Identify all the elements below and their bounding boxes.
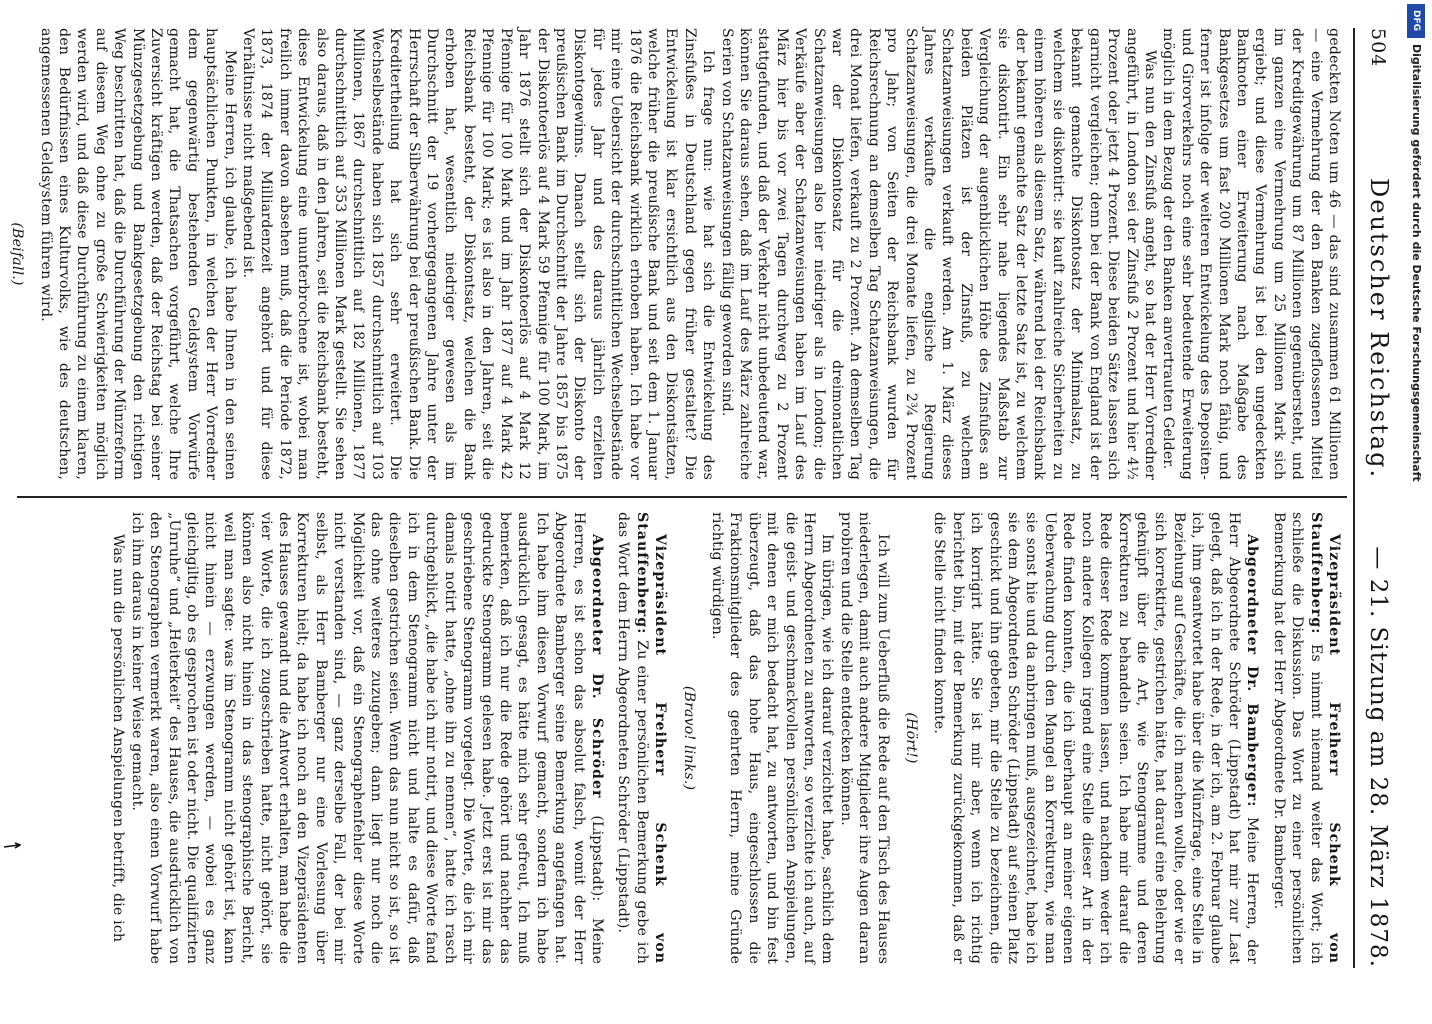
speaker-name: Vizepräsident Freiherr Schenk von Stauffenberg: [633,512,669,964]
page-number: 504 [1367,28,1389,68]
header-rule [1353,28,1355,968]
page-title: Deutscher Reichstag. [1365,178,1393,480]
interjection: (Bravo! links.) [680,685,697,791]
paragraph: Was nun den Zinsfuß angeht, so hat der Herr Vorredner angeführt, in London sei der Zinsfuß 2 Prozent und hier 4½ Prozent oder jetzt 4 Prozent. Diese beiden Sätze lassen sich garnicht vergleichen; denn bei der Bank von England ist der bekannt gemachte Diskontosatz der Minimalsatz, zu welchem sie diskontirt: sie kauft zahlreiche Sicherheiten zu einem höheren als diesem Satz, während bei der Reichsbank der bekannt gemachte Satz der letzte Satz ist, zu welchem sie diskontirt. Ein sehr nahe liegendes Maßstab zur Vergleichung der augenblicklichen Höhe des Zinsfußes an beiden Plätzen ist der Zinsfuß, zu welchem Schatzanweisungen verkauft werden. Am 1. März dieses Jahres verkaufte die englische Regierung Schatzanweisungen, die drei Monate liefen, zu 2¾ Prozent pro Jahr; von Seiten der Reichsbank wurden für Reichsrechnung an demselben Tag Schatzanweisungen, die drei Monat liefen, verkauft zu 2 Prozent. An demselben Tag war der Diskontosatz für die dreimonatlichen Schatzanweisungen also hier niedriger als in London; die Verkäufe aber der Schatzanweisungen haben im Lauf des März hier bis vor zwei Tagen durchweg zu 2 Prozent stattgefunden, und daß der Verkehr nicht unbedeutend war, können Sie daraus sehen, daß im Lauf des März zahlreiche Serien von Schatzanweisungen fällig geworden sind. [718,28,1158,480]
rotated-page [5,28,1395,968]
right-column [109,512,1343,964]
interjection: (Beifall.) [9,222,26,286]
column-divider [17,496,1347,498]
speech-text: Meine Herren, der Herr Abgeordnete Schröder (Lippstadt) hat mir zur Last gelegt, daß ich in der Rede, in der ich, am 2. Februar glaube ich, ihm geantwortet habe über die Münzfrage, eine Stelle in Beziehung auf Geschäfte, die ich machen wollte, oder wie er sich korrektirte, gestrichen hätte, hat darauf eine Belehrung geknüpft über die Art, wie Stenogramme und deren Korrekturen zu behandeln seien. Ich habe mir darauf die Rede dieser Rede kommen lassen, und nachdem weder ich noch andere Kollegen irgend eine Stelle dieser Art in der Rede finden konnten, die ich überhaupt an meiner eigenen Ueberwachung durch den Mangel an Korrekturen, wie man sie sonst hie und da anbringen muß, ausgezeichnet, habe ich sie dem Abgeordneten Schröder (Lippstadt) auf seinen Platz geschickt und ihn gebeten, mir die Stelle zu bezeichnen, die ich korrigirt hätte. Sie ist mir aber, wenn ich richtig berichtet bin, mit der Bemerkung zurückgekommen, daß er die Stelle nicht finden konnte. [931,512,1261,965]
digitization-notice [1405,0,1427,1000]
paragraph: gedeckten Noten um 46 — das sind zusammen 61 Millionen — eine Vermehrung der den Banken zugeflossenen Mittel der Kreditgewährung um 87 Millionen gegenübersteht, und im ganzen eine Vermehrung um 25 Millionen Mark sich ergiebt; und diese Vermehrung ist bei den ungedeckten Banknoten einer Erweiterung nach Maßgabe des Bankgesetzes um fast 200 Millionen Mark noch fähig, und ferner ist infolge der weiteren Entwickelung des Depositen- und Girorverkehrs noch eine sehr bedeutende Erweiterung möglich in dem Bezug der den Banken anvertrauten Gelder. [1160,28,1342,480]
speech-text: (Lippstadt): Meine Herren, es ist schon das absolut falsch, womit der Herr Abgeordnete Bamberger seine Bemerkung angefangen hat. Ich habe ihm diesen Vorwurf gemacht, sondern ich habe ausdrücklich gesagt, es hätte mich sehr gefreut, Ich muß bemerken, daß ich nur die Rede gehört und nachher das gedruckte Stenogramm gelesen habe. Jetzt erst ist mir das geschriebene Stenogramm vorgelegt. Die Worte, die ich mir damals notirt hatte, „ohne ihn zu nennen“, hatte ich rasch durchgeblickt, „die habe ich mir notirt, und diese Worte fand ich in dem Stenogramm nicht und halte es dafür, daß dieselben gestrichen seien. Wenn das nun nicht so ist, so ist das ohne weiteres zuzugeben; dann liegt nur noch die Möglichkeit vor, daß ein Stenographenfehler diese Worte nicht verstanden sind, — ganz derselbe Fall, der bei mir selbst, als Herr Bamberger nur eine Vorlesung über Korrekturen hielt; da habe ich noch an den Vizepräsidenten des Hauses gewandt und die Antwort erhalten, man habe die vier Worte, die ich zugeschrieben hatte, nicht gehört, sie können also nicht hinein in das stenographische Bericht, weil man sagte: was im Stenogramm nicht gehört ist, kann nicht hinein — erzwungen werden, — wobei es ganz gleichgiltig, ob es gesprochen ist oder nicht. Die qualifizirten „Unruhe“ und „Heiterkeit“ des Hauses, die ausdrücklich von den Stenographen vermerkt waren, also einen Vorwurf habe ich ihm daraus in keiner Weise gemacht. [128,512,605,965]
paragraph [930,512,1261,964]
dfg-logo-icon: DFG [1407,4,1425,38]
paragraph [614,512,669,964]
paragraph: Ich frage nun: wie hat sich die Entwickelung des Zinsfußes in Deutschland gegen früher gestaltet? Die Entwickelung ist klar ersichtlich aus den Diskontsätzen, welche früher die preußische Bank und seit dem 1. Januar 1876 die Reichsbank wirklich erhoben haben. Ich habe vor mir eine Uebersicht der durchschnittlichen Wechselbestände für jedes Jahr und des daraus jährlich erzielten Diskontogewinns. Danach stellt sich der Diskonto der preußischen Bank im Durchschnitt der Jahre 1857 bis 1875 der Diskontoerlös auf 4 Mark 59 Pfennige für 100 Mark, im Jahr 1876 stellt sich der Diskontoerlös auf 4 Mark 12 Pfennige für 100 Mark und im Jahr 1877 auf 4 Mark 42 Pfennige für 100 Mark; es ist also in den Jahren, seit die Reichsbank besteht, der Diskontsatz, welchen die Bank erhoben hat, wesentlich niedriger gewesen als im Durchschnitt der 19 vorhergegangenen Jahre unter der Herrschaft der Silberwährung bei der preußischen Bank. Die Kreditertheilung hat sich sehr erweitert. Die Wechselbestände haben sich 1857 durchschnittlich auf 103 Millionen, 1867 durchschnittlich auf 182 Millionen, 1877 durchschnittlich auf 353 Millionen Mark gestellt. Sie sehen also daraus, daß in den Jahren, seit die Reichsbank besteht, diese Entwickelung eine ununterbrochene ist, wobei man freilich immer davon absehen muß, daß die Periode 1872, 1873, 1874 der Milliardenzeit angehört und für diese Verhältnisse nicht maßgebend ist. [240,28,717,480]
speaker-name: Abgeordneter Dr. Schröder [588,534,605,799]
speaker-name: Vizepräsident Freiherr Schenk von Stauffenberg: [1307,512,1342,964]
margin-mark-icon [3,842,21,852]
paragraph: Meine Herren, ich glaube, ich habe Ihnen in den seinen hauptsächlichen Punkten, in welchen der Herr Vorredner dem gegenwärtig bestehenden Geldsystem Vorwürfe gemacht hat, die Thatsachen vorgeführt, welche Ihre Zuversicht kräftigen werden, daß der Reichstag bei seiner Münzgesetzgebung und Bankgesetzgebung den richtigen Weg beschritten hat, daß die Durchführung der Münzreform auf diesem Weg ohne zu große Schwierigkeiten möglich werden wird, und daß diese Durchführung zu einem klaren, den Bedürfnissen eines Kulturvolks, wie des deutschen, angemessenen Geldsystem führen wird. [37,28,238,480]
speaker-name: Abgeordneter Dr. Bamberger: [1244,534,1261,808]
page-header [1355,28,1395,968]
speech-text: Zu einer persönlichen Bemerkung gebe ich das Wort dem Herrn Abgeordneten Schröder (Lippstadt). [615,512,650,964]
left-column [0,28,1343,480]
speech-text: Es nimmt niemand weiter das Wort; ich schließe die Diskussion. Das Wort zu einer persönlichen Bemerkung hat der Herr Abgeordnete Dr. Bamberger. [1270,512,1324,964]
paragraph: Ich will zum Ueberfluß die Rede auf den Tisch des Hauses niederlegen, damit auch andere Mitglieder ihre Augen daran probiren und die Stelle entdecken können. [837,512,891,964]
session-heading: — 21. Sitzung am 28. März 1878. [1365,546,1391,968]
paragraph [1269,512,1343,964]
paragraph [127,512,606,964]
notice-text: Digitalisierung gefördert durch die Deutsche Forschungsgemeinschaft [1410,44,1423,482]
paragraph: Im übrigen, wie ich darauf verzichtet habe, sachlich dem Herrn Abgeordneten zu antworten, so verzichte ich auch, auf die geist- und geschmackvollen persönlichen Anspielungen, mit denen er mich bedacht hat, zu antworten, und bin fest überzeugt, daß das hohe Haus, eingeschlossen die Fraktionsmitglieder des geehrten Herrn, meine Gründe richtig würdigen. [709,512,836,964]
paragraph: Was nun die persönlichen Anspielungen betrifft, die ich [110,534,127,943]
interjection: (Hört!) [903,712,920,764]
